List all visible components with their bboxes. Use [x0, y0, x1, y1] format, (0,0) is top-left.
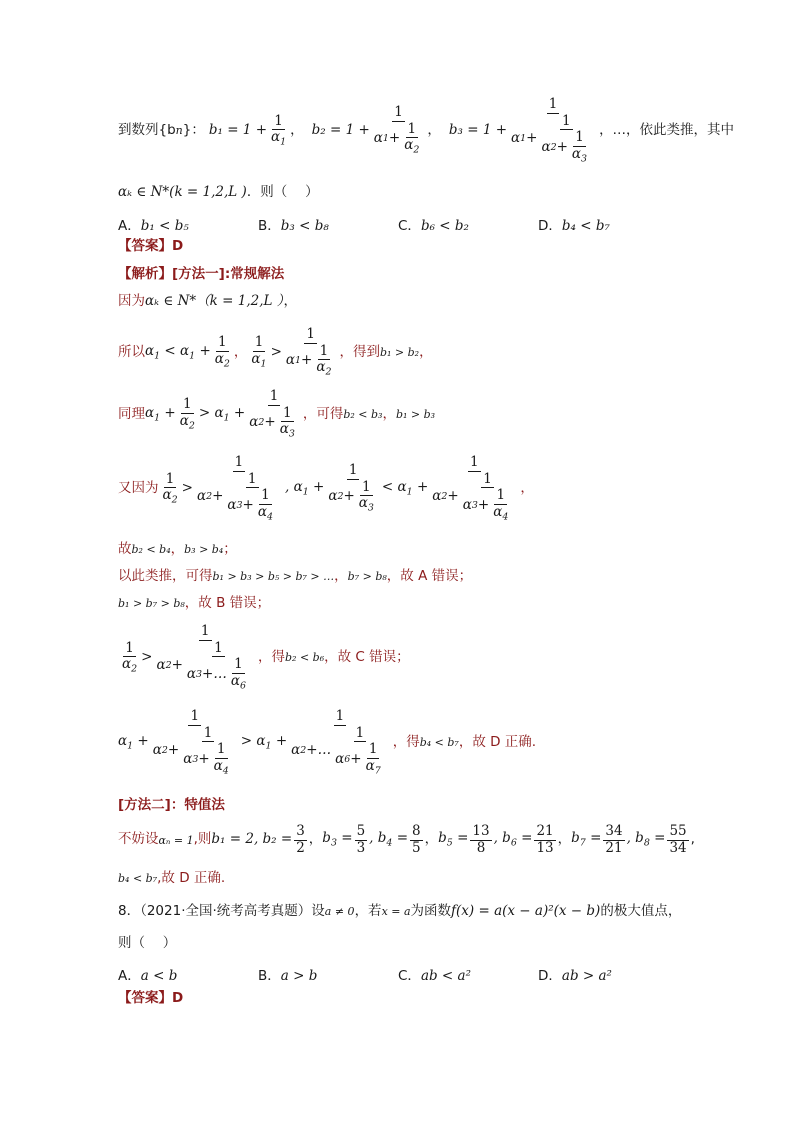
then-text: ．则（ ） [246, 184, 319, 200]
b-option-line: b₁ > b₇ > b₈，故 B 错误； [118, 595, 271, 611]
analog-line: 以此类推，可得b₁ > b₃ > b₅ > b₇ > …，b₇ > b₈，故 A 错误； [118, 568, 473, 584]
q7-answer: 【答案】D [118, 238, 184, 254]
q7-intro-line [118, 98, 754, 164]
q8-answer: 【答案】D [118, 990, 184, 1006]
d-option-line: $\alpha_1$ + 1 α 2 + 1 α 3 + $\frac{1}{\alpha_4}$ > $\alpha_1$ + 1 α 2 +… 1 α 6 + $\frac{1}{\alpha_7}$ ，得 b₄ < b₇ ，故 D 正确. [118, 708, 537, 777]
likewise-line: 同理 $\alpha_1$ + $\frac{1}{\alpha_2}$ > $\alpha_1$ + 1 α 2 + $\frac{1}{\alpha_3}$ ，可得 b₂ < b₃ ， b₁ > b₃ [118, 388, 436, 440]
q7-condition-line [118, 186, 754, 200]
b3-equation: b₃ = 1 + [448, 122, 508, 139]
q8-option-a: A．a < b [118, 968, 178, 984]
because-line: 因为αₖ ∈ N*（k = 1,2,L ）， [118, 293, 298, 309]
q8-stem-line: 8．（2021·全国·统考高考真题）设a ≠ 0，若x = a为函数f(x) = a(x − a)²(x − b)的极大值点， [118, 903, 682, 919]
c-option-line: $\frac{1}{\alpha_2}$ > 1 α 2 + 1 α 3 +… $\frac{1}{\alpha_6}$ ，得 b₂ < b₆ ，故 C 错误； [122, 623, 410, 692]
so2-line: 故b₂ < b₄，b₃ > b₄； [118, 541, 237, 557]
q8-option-d: D．ab > a² [538, 968, 612, 984]
q8-option-b: B．a > b [258, 968, 318, 984]
b1-fraction: $\frac{1}{\alpha_1}$ [271, 112, 287, 148]
q7-option-d: D．b₄ < b₇ [538, 218, 610, 234]
analysis-heading: 【解析】[方法一]:常规解法 [118, 266, 285, 282]
q8-stem-line-2: 则（ ） [118, 935, 177, 951]
tail-text: ，…，依此类推，其中 [599, 122, 735, 139]
conclusion-line: b₄ < b₇,故 D 正确. [118, 870, 226, 886]
intro-colon: }： [182, 122, 205, 139]
condition-math: αₖ ∈ N*(k = 1,2,L ) [118, 184, 247, 200]
q7-option-a: A．b₁ < b₅ [118, 218, 189, 234]
special-values-line: 不妨设 αₙ = 1 ,则 b₁ = 2, b₂ = $\frac{3}{2}$ ， $b_3$ = $\frac{5}{3}$ , $b_4$ = $\frac{8}{5}$ ， $b_5$ = $\frac{13}{8}$ , $b_6$ = $\frac{21}{13}$ ， $b_7$ = $\frac{34}{21}$ , $b_8$ = $\frac{55}{34}$ , [118, 823, 695, 856]
intro-text: 到数列{b [118, 122, 176, 139]
also-line: 又因为 $\frac{1}{\alpha_2}$ > 1 α 2 + 1 α 3 + $\frac{1}{\alpha_4}$ , $\alpha_1$ + 1 α 2 + $\frac{1}{\alpha_3}$ < $\alpha_1$ + 1 α 2 + 1 α 3 + $\frac{1}{\alpha_4}$ ， [118, 454, 534, 523]
q8-option-c: C．ab < a² [398, 968, 471, 984]
b1-equation: b₁ = 1 + [208, 122, 267, 139]
comma-2: ， [427, 122, 441, 139]
b2-equation: b₂ = 1 + [311, 122, 370, 139]
b3-fraction: 1 α 1 + 1 α 2 + $\frac{1}{\alpha_3}$ [511, 96, 588, 165]
q7-option-c: C．b₆ < b₂ [398, 218, 469, 234]
intro-subscript: n [175, 124, 183, 138]
q7-option-b: B．b₃ < b₈ [258, 218, 329, 234]
so-line: 所以 $\alpha_1 < \alpha_1$ + $\frac{1}{\alpha_2}$ ， $\frac{1}{\alpha_1}$ > 1 α 1 + $\frac{1}{\alpha_2}$ ，得到 b₁ > b₂ ， [118, 326, 433, 378]
method2-heading: [方法二]：特值法 [118, 797, 225, 813]
comma-1: ， [290, 122, 304, 139]
b2-fraction: 1 α 1 + $\frac{1}{\alpha_2}$ [373, 104, 420, 156]
